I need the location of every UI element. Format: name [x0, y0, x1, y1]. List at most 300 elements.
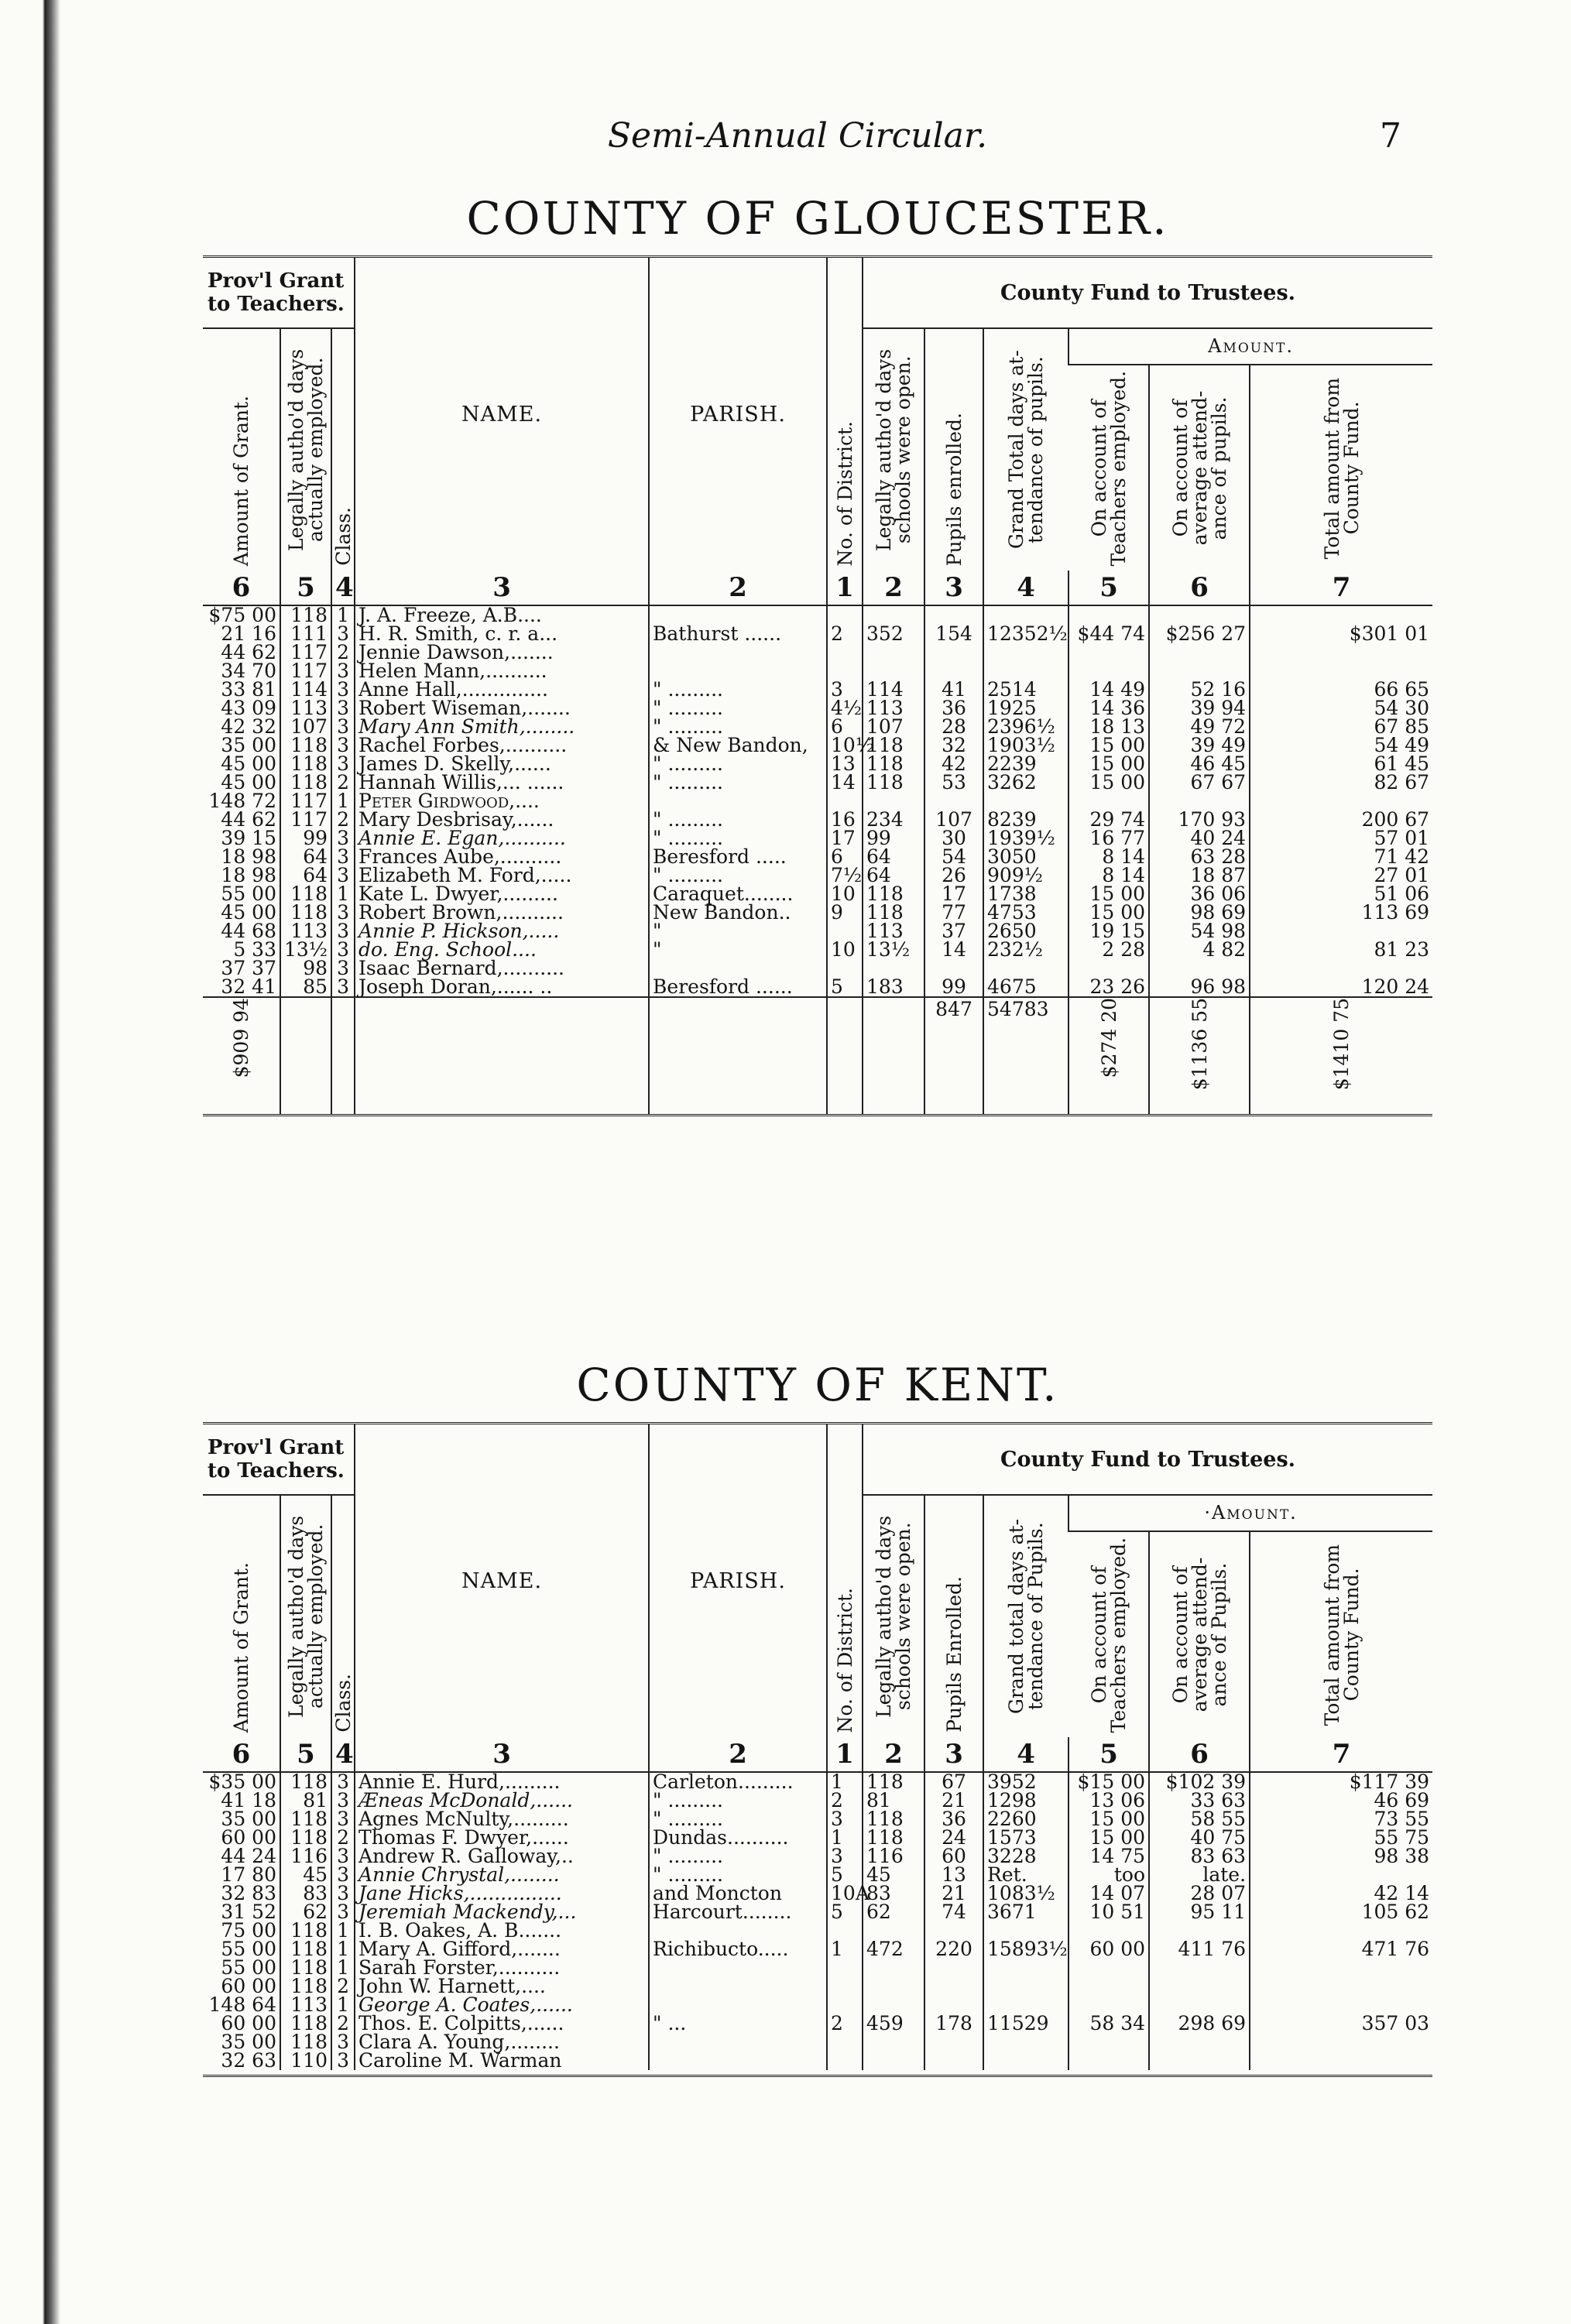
days-employed: 118 [280, 2033, 331, 2051]
acct-teachers: 16 77 [1068, 829, 1149, 848]
acct-teachers [1068, 2051, 1149, 2070]
teacher-name: Mary Desbrisay,...... [355, 811, 649, 829]
acct-teachers: 18 13 [1068, 718, 1149, 736]
teacher-name: Agnes McNulty,......... [355, 1810, 649, 1829]
acct-average: 54 98 [1149, 922, 1250, 941]
parish-header: PARISH. [649, 257, 827, 571]
district-number: 1 [827, 1829, 863, 1847]
teacher-name: Thos. E. Colpitts,...... [355, 2014, 649, 2033]
grant-amount: 43 09 [221, 697, 276, 719]
parish [649, 1959, 827, 1977]
days-open: 118 [863, 885, 924, 903]
grand-total-days: 2514 [983, 680, 1068, 699]
days-open: 459 [863, 2014, 924, 2033]
acct-average: 40 75 [1149, 1829, 1250, 1847]
acct-teachers: 13 06 [1068, 1791, 1149, 1810]
column-number-row: 6 5 4 3 2 1 2 3 4 5 6 7 [203, 571, 1432, 605]
parish: " ......... [649, 1810, 827, 1829]
district-number: 3 [827, 1810, 863, 1829]
acct-average: 98 69 [1149, 903, 1250, 922]
column-number-row: 6 5 4 3 2 1 2 3 4 5 6 7 [203, 1737, 1432, 1772]
total-county-fund: 357 03 [1250, 2014, 1432, 2033]
teacher-name: Caroline M. Warman [355, 2051, 649, 2070]
acct-teachers: 15 00 [1068, 885, 1149, 903]
amount-header: ·Amount. [1068, 1495, 1432, 1531]
teacher-name: J. A. Freeze, A.B.... [355, 605, 649, 625]
days-employed: 113 [280, 1996, 331, 2014]
gloucester-heading: COUNTY OF GLOUCESTER. [466, 192, 1169, 245]
grand-total-days [983, 1959, 1068, 1977]
acct-teachers: 60 00 [1068, 1940, 1149, 1959]
parish: & New Bandon, [649, 736, 827, 755]
acct-average: 49 72 [1149, 718, 1250, 736]
total-pupils: 847 [924, 997, 983, 1114]
district-number: 16 [827, 811, 863, 829]
pupils-enrolled: 178 [924, 2014, 983, 2033]
class: 1 [331, 792, 355, 811]
class: 3 [331, 941, 355, 959]
teacher-name: Robert Wiseman,....... [355, 699, 649, 718]
total-county-fund: 200 67 [1250, 811, 1432, 829]
class: 3 [331, 848, 355, 866]
days-employed: 117 [280, 792, 331, 811]
teacher-name: Thomas F. Dwyer,...... [355, 1829, 649, 1847]
district-number: 5 [827, 1903, 863, 1921]
class: 3 [331, 1810, 355, 1829]
acct-teachers: 8 14 [1068, 866, 1149, 885]
parish: " ......... [649, 680, 827, 699]
class: 2 [331, 773, 355, 792]
parish: Bathurst ...... [649, 625, 827, 643]
days-employed: 118 [280, 1959, 331, 1977]
grand-total-days [983, 2033, 1068, 2051]
days-employed: 81 [280, 1791, 331, 1810]
prov-grant-header: Prov'l Grant to Teachers. [203, 1424, 355, 1496]
days-employed: 99 [280, 829, 331, 848]
days-employed: 113 [280, 699, 331, 718]
pupils-enrolled: 36 [924, 699, 983, 718]
teacher-name: Joseph Doran,...... .. [355, 978, 649, 997]
class: 3 [331, 1791, 355, 1810]
days-employed: 85 [280, 978, 331, 997]
total-county-fund: 46 69 [1250, 1791, 1432, 1810]
pupils-enrolled: 42 [924, 755, 983, 773]
acct-teachers [1068, 2033, 1149, 2051]
class: 3 [331, 625, 355, 643]
pupils-enrolled: 99 [924, 978, 983, 997]
grant-amount: $35 00 [208, 1770, 276, 1793]
total-county-fund: 66 65 [1250, 680, 1432, 699]
kent-heading: COUNTY OF KENT. [576, 1359, 1059, 1411]
days-employed: 118 [280, 605, 331, 625]
district-header: No. of District. [827, 1424, 863, 1738]
total-county-fund: 113 69 [1250, 903, 1432, 922]
grand-total-header: Grand total days at-tendance of Pupils. [983, 1495, 1068, 1737]
acct-teachers-header: On account of Teachers employed. [1087, 370, 1130, 566]
acct-average: 52 16 [1149, 680, 1250, 699]
acct-teachers: 15 00 [1068, 755, 1149, 773]
pupils-enrolled [924, 2033, 983, 2051]
days-employed: 118 [280, 885, 331, 903]
pupils-enrolled [924, 1977, 983, 1996]
acct-average: 67 67 [1149, 773, 1250, 792]
acct-teachers [1068, 643, 1149, 662]
total-amount-header: Total amount from County Fund. [1250, 1531, 1432, 1737]
parish-header: PARISH. [649, 1424, 827, 1738]
days-employed: 118 [280, 2014, 331, 2033]
total-county-fund: 120 24 [1250, 978, 1432, 997]
days-employed-header: Legally autho'd days actually employed. [280, 1495, 331, 1737]
grand-total-days: Ret. [983, 1866, 1068, 1884]
grant-amount: 21 16 [221, 622, 276, 645]
acct-average: 46 45 [1149, 755, 1250, 773]
days-employed: 111 [280, 625, 331, 643]
class: 1 [331, 1959, 355, 1977]
acct-average: 170 93 [1149, 811, 1250, 829]
days-open: 118 [863, 903, 924, 922]
acct-teachers: 10 51 [1068, 1903, 1149, 1921]
total-county-fund [1250, 1959, 1432, 1977]
days-open: 118 [863, 1810, 924, 1829]
total-county-fund [1250, 1977, 1432, 1996]
district-number: 10½ [827, 736, 863, 755]
acct-teachers: $15 00 [1068, 1772, 1149, 1791]
district-number: 13 [827, 755, 863, 773]
parish: " ......... [649, 829, 827, 848]
teacher-name: H. R. Smith, c. r. a... [355, 625, 649, 643]
grand-total-days: 1925 [983, 699, 1068, 718]
days-employed: 107 [280, 718, 331, 736]
total-county-fund: $301 01 [1250, 625, 1432, 643]
district-number: 9 [827, 903, 863, 922]
teacher-name: do. Eng. School.... [355, 941, 649, 959]
teacher-name: Clara A. Young,........ [355, 2033, 649, 2051]
parish: " ......... [649, 1791, 827, 1810]
days-open [863, 1959, 924, 1977]
acct-average: 95 11 [1149, 1903, 1250, 1921]
days-employed: 114 [280, 680, 331, 699]
grant-amount: 39 15 [221, 827, 276, 849]
class: 1 [331, 885, 355, 903]
grant-amount: 44 62 [221, 641, 276, 663]
grand-total-days: 3228 [983, 1847, 1068, 1866]
grant-amount: 32 63 [221, 2049, 276, 2072]
teacher-name: George A. Coates,...... [355, 1996, 649, 2014]
acct-average: 36 06 [1149, 885, 1250, 903]
class: 3 [331, 866, 355, 885]
teacher-name: Robert Brown,.......... [355, 903, 649, 922]
amount-grant-header: Amount of Grant. [230, 1561, 252, 1733]
district-number: 10 [827, 941, 863, 959]
district-number: 7½ [827, 866, 863, 885]
pupils-enrolled [924, 643, 983, 662]
grand-total-days: 3952 [983, 1772, 1068, 1791]
pupils-enrolled: 60 [924, 1847, 983, 1866]
total-county-fund: 54 30 [1250, 699, 1432, 718]
grand-total-days: 2239 [983, 755, 1068, 773]
gloucester-totals-row [203, 997, 1432, 1114]
grant-amount: 35 00 [221, 2031, 276, 2053]
class: 3 [331, 978, 355, 997]
class: 2 [331, 1829, 355, 1847]
page-number: 7 [1380, 116, 1401, 156]
days-employed: 118 [280, 1977, 331, 1996]
acct-average-header: On account of average attend-ance of Pupils. [1149, 1531, 1250, 1737]
acct-average: 63 28 [1149, 848, 1250, 866]
days-open: 118 [863, 1772, 924, 1791]
teacher-name: Mary A. Gifford,....... [355, 1940, 649, 1959]
days-employed: 117 [280, 643, 331, 662]
pupils-enrolled: 36 [924, 1810, 983, 1829]
class: 3 [331, 2051, 355, 2070]
pupils-enrolled: 107 [924, 811, 983, 829]
grand-total-days: 8239 [983, 811, 1068, 829]
teacher-name: Rachel Forbes,.......... [355, 736, 649, 755]
pupils-enrolled: 13 [924, 1866, 983, 1884]
grant-amount: 34 70 [221, 660, 276, 682]
grant-amount: 60 00 [221, 2012, 276, 2034]
grant-amount: 32 41 [221, 975, 276, 998]
total-county-fund: 67 85 [1250, 718, 1432, 736]
grant-amount: 41 18 [221, 1789, 276, 1812]
parish [649, 2051, 827, 2070]
class: 1 [331, 605, 355, 625]
grant-amount: 33 81 [221, 678, 276, 701]
teacher-name: Elizabeth M. Ford,..... [355, 866, 649, 885]
parish: " ......... [649, 755, 827, 773]
days-employed: 13½ [280, 941, 331, 959]
acct-average: 39 49 [1149, 736, 1250, 755]
days-open: 118 [863, 755, 924, 773]
district-number: 1 [827, 1940, 863, 1959]
days-employed: 110 [280, 2051, 331, 2070]
acct-teachers: 23 26 [1068, 978, 1149, 997]
total-county-fund: 105 62 [1250, 1903, 1432, 1921]
name-header: NAME. [355, 257, 649, 571]
name-header: NAME. [355, 1424, 649, 1738]
district-header: No. of District. [827, 257, 863, 571]
grand-total-days: 4753 [983, 903, 1068, 922]
county-fund-header: County Fund to Trustees. [863, 1424, 1432, 1496]
days-employed: 118 [280, 1921, 331, 1940]
days-open: 183 [863, 978, 924, 997]
total-county-fund: $117 39 [1250, 1772, 1432, 1791]
pupils-enrolled: 21 [924, 1884, 983, 1903]
teacher-name: Mary Ann Smith,........ [355, 718, 649, 736]
grant-amount: 18 98 [221, 845, 276, 868]
pupils-enrolled: 53 [924, 773, 983, 792]
acct-teachers: 15 00 [1068, 1810, 1149, 1829]
amount-grant-header: Amount of Grant. [230, 395, 252, 566]
days-employed: 118 [280, 773, 331, 792]
teacher-name: Andrew R. Galloway,.. [355, 1847, 649, 1866]
parish [649, 643, 827, 662]
district-number: 5 [827, 978, 863, 997]
parish: " ......... [649, 699, 827, 718]
acct-average: 96 98 [1149, 978, 1250, 997]
class: 1 [331, 1940, 355, 1959]
gloucester-bottom-rule [203, 1114, 1432, 1116]
days-open: 64 [863, 866, 924, 885]
teacher-name: Anne Hall,.............. [355, 680, 649, 699]
teacher-name: Jeremiah Mackendy,... [355, 1903, 649, 1921]
acct-teachers: 19 15 [1068, 922, 1149, 941]
pupils-enrolled [924, 1959, 983, 1977]
pupils-enrolled: 28 [924, 718, 983, 736]
grant-amount: 75 00 [221, 1919, 276, 1942]
grant-amount: 148 72 [208, 790, 276, 812]
parish [649, 1977, 827, 1996]
grant-amount: 44 24 [221, 1845, 276, 1867]
days-open [863, 643, 924, 662]
total-county-fund [1250, 643, 1432, 662]
days-employed: 116 [280, 1847, 331, 1866]
days-employed: 113 [280, 922, 331, 941]
class-header: Class. [331, 1495, 355, 1737]
total-grand: 54783 [983, 997, 1068, 1114]
class: 1 [331, 1921, 355, 1940]
days-open [863, 2033, 924, 2051]
page-binding-edge [0, 0, 60, 2324]
teacher-name: Jennie Dawson,....... [355, 643, 649, 662]
district-number [827, 1959, 863, 1977]
grand-total-days: 1298 [983, 1791, 1068, 1810]
grant-amount: 60 00 [221, 1975, 276, 1997]
acct-teachers-header: On account of Teachers employed. [1087, 1537, 1130, 1733]
class: 3 [331, 755, 355, 773]
pupils-enrolled: 14 [924, 941, 983, 959]
class: 3 [331, 699, 355, 718]
total-county-fund: 82 67 [1250, 773, 1432, 792]
acct-average [1149, 2051, 1250, 2070]
teacher-name: Æneas McDonald,...... [355, 1791, 649, 1810]
parish: Harcourt........ [649, 1903, 827, 1921]
acct-average: 4 82 [1149, 941, 1250, 959]
acct-teachers: $44 74 [1068, 625, 1149, 643]
grant-amount: 45 00 [221, 771, 276, 794]
grand-total-days: 232½ [983, 941, 1068, 959]
total-county-fund: $1410 75 [1330, 998, 1353, 1091]
total-county-fund: 27 01 [1250, 866, 1432, 885]
acct-average-header: On account of average attend-ance of pupils. [1149, 365, 1250, 571]
parish: " ......... [649, 718, 827, 736]
parish: " [649, 941, 827, 959]
days-open [863, 2051, 924, 2070]
acct-teachers [1068, 1959, 1149, 1977]
days-employed: 64 [280, 866, 331, 885]
acct-average: 58 55 [1149, 1810, 1250, 1829]
teacher-name: Kate L. Dwyer,......... [355, 885, 649, 903]
district-number: 10 [827, 885, 863, 903]
acct-teachers: 14 75 [1068, 1847, 1149, 1866]
teacher-name: Annie P. Hickson,..... [355, 922, 649, 941]
acct-average [1149, 643, 1250, 662]
days-open: 107 [863, 718, 924, 736]
total-county-fund: 471 76 [1250, 1940, 1432, 1959]
parish: and Moncton [649, 1884, 827, 1903]
district-number: 3 [827, 680, 863, 699]
acct-teachers [1068, 1977, 1149, 1996]
grand-total-days: 1083½ [983, 1884, 1068, 1903]
grant-amount: 31 52 [221, 1901, 276, 1923]
total-county-fund [1250, 2051, 1432, 2070]
pupils-header: Pupils enrolled. [924, 328, 983, 571]
table-row [203, 2051, 1432, 2070]
pupils-enrolled: 67 [924, 1772, 983, 1791]
total-county-fund: 57 01 [1250, 829, 1432, 848]
pupils-enrolled: 220 [924, 1940, 983, 1959]
class: 3 [331, 1903, 355, 1921]
district-number: 10A [827, 1884, 863, 1903]
days-open: 118 [863, 1829, 924, 1847]
days-open: 472 [863, 1940, 924, 1959]
acct-average [1149, 1959, 1250, 1977]
pupils-enrolled: 30 [924, 829, 983, 848]
acct-teachers: 58 34 [1068, 2014, 1149, 2033]
days-open: 114 [863, 680, 924, 699]
parish: " ......... [649, 866, 827, 885]
days-employed: 118 [280, 1829, 331, 1847]
grand-total-days: 2650 [983, 922, 1068, 941]
acct-average: 18 87 [1149, 866, 1250, 885]
total-county-fund: 55 75 [1250, 1829, 1432, 1847]
grand-total-days: 1573 [983, 1829, 1068, 1847]
teacher-name: Peter Girdwood,.... [355, 792, 649, 811]
total-acct-teachers: $274 20 [1097, 998, 1120, 1078]
parish: " ......... [649, 1847, 827, 1866]
total-amount-header: Total amount from County Fund. [1250, 365, 1432, 571]
pupils-header: Pupils Enrolled. [924, 1495, 983, 1737]
class: 3 [331, 680, 355, 699]
grand-total-days: 12352½ [983, 625, 1068, 643]
acct-teachers: 14 07 [1068, 1884, 1149, 1903]
county-fund-header: County Fund to Trustees. [863, 257, 1432, 329]
total-county-fund: 54 49 [1250, 736, 1432, 755]
acct-average: 83 63 [1149, 1847, 1250, 1866]
acct-teachers: 15 00 [1068, 903, 1149, 922]
days-open: 81 [863, 1791, 924, 1810]
acct-teachers: 8 14 [1068, 848, 1149, 866]
pupils-enrolled: 26 [924, 866, 983, 885]
grand-total-days: 3050 [983, 848, 1068, 866]
class: 2 [331, 643, 355, 662]
parish: " [649, 922, 827, 941]
gloucester-section [203, 192, 1432, 1116]
pupils-enrolled: 17 [924, 885, 983, 903]
class: 1 [331, 1996, 355, 2014]
pupils-enrolled: 21 [924, 1791, 983, 1810]
district-number: 17 [827, 829, 863, 848]
total-county-fund: 98 38 [1250, 1847, 1432, 1866]
total-county-fund [1250, 2033, 1432, 2051]
teacher-name: Hannah Willis,... ...... [355, 773, 649, 792]
district-number: 5 [827, 1866, 863, 1884]
district-number [827, 1977, 863, 1996]
class: 2 [331, 811, 355, 829]
grand-total-days: 2396½ [983, 718, 1068, 736]
acct-average: 28 07 [1149, 1884, 1250, 1903]
kent-section [203, 1359, 1432, 2077]
class: 3 [331, 1772, 355, 1791]
parish: Beresford ...... [649, 978, 827, 997]
grand-total-days [983, 1977, 1068, 1996]
teacher-name: Annie E. Egan,.......... [355, 829, 649, 848]
pupils-enrolled [924, 2051, 983, 2070]
acct-average: $102 39 [1149, 1772, 1250, 1791]
days-employed: 45 [280, 1866, 331, 1884]
days-employed: 118 [280, 1940, 331, 1959]
district-number: 14 [827, 773, 863, 792]
